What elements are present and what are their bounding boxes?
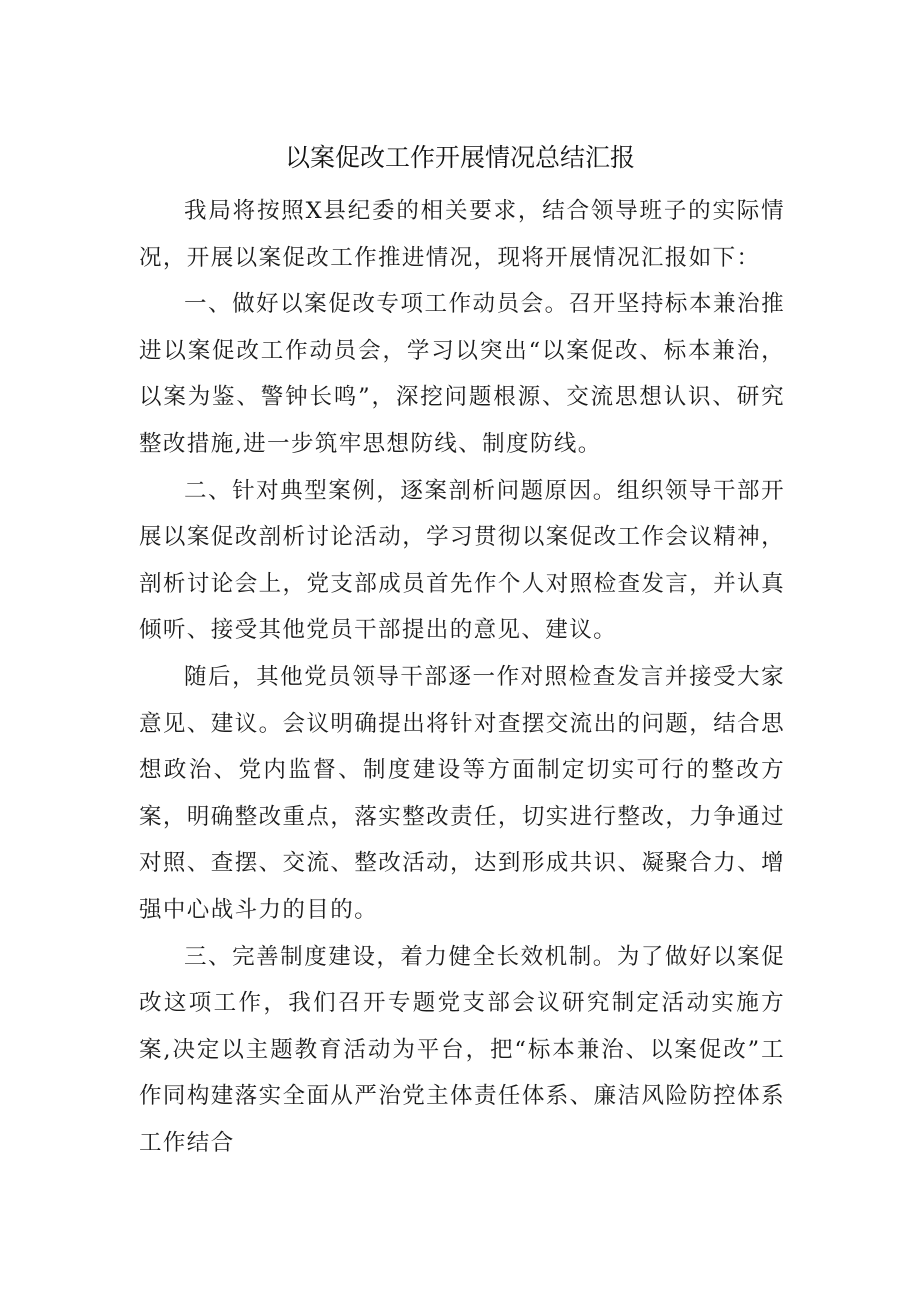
paragraph-intro: 我局将按照X县纪委的相关要求，结合领导班子的实际情况，开展以案促改工作推进情况，现将开展情况汇报如下： [139, 198, 785, 271]
document-title: 以案促改工作开展情况总结汇报 [284, 143, 635, 172]
paragraph-section-2: 二、针对典型案例，逐案剖析问题原因。组织领导干部开展以案促改剖析讨论活动，学习贯彻以案促改工作会议精神，剖析讨论会上，党支部成员首先作个人对照检查发言，并认真倾听、接受其他党员干部提出的意见、建议。 [139, 477, 785, 644]
paragraph-section-1: 一、做好以案促改专项工作动员会。召开坚持标本兼治推进以案促改工作动员会，学习以突出“以案促改、标本兼治，以案为鉴、警钟长鸣”，深挖问题根源、交流思想认识、研究整改措施,进一步筑牢思想防线、制度防线。 [139, 291, 785, 457]
paragraph-section-2-continued: 随后，其他党员领导干部逐一作对照检查发言并接受大家意见、建议。会议明确提出将针对查摆交流出的问题，结合思想政治、党内监督、制度建设等方面制定切实可行的整改方案，明确整改重点，落实整改责任，切实进行整改，力争通过对照、查摆、交流、整改活动，达到形成共识、凝聚合力、增强中心战斗力的目的。 [139, 663, 785, 923]
document-body [139, 188, 785, 1166]
paragraph-section-3: 三、完善制度建设，着力健全长效机制。为了做好以案促改这项工作，我们召开专题党支部会议研究制定活动实施方案,决定以主题教育活动为平台，把“标本兼治、以案促改”工作同构建落实全面从严治党主体责任体系、廉洁风险防控体系工作结合 [139, 943, 785, 1156]
